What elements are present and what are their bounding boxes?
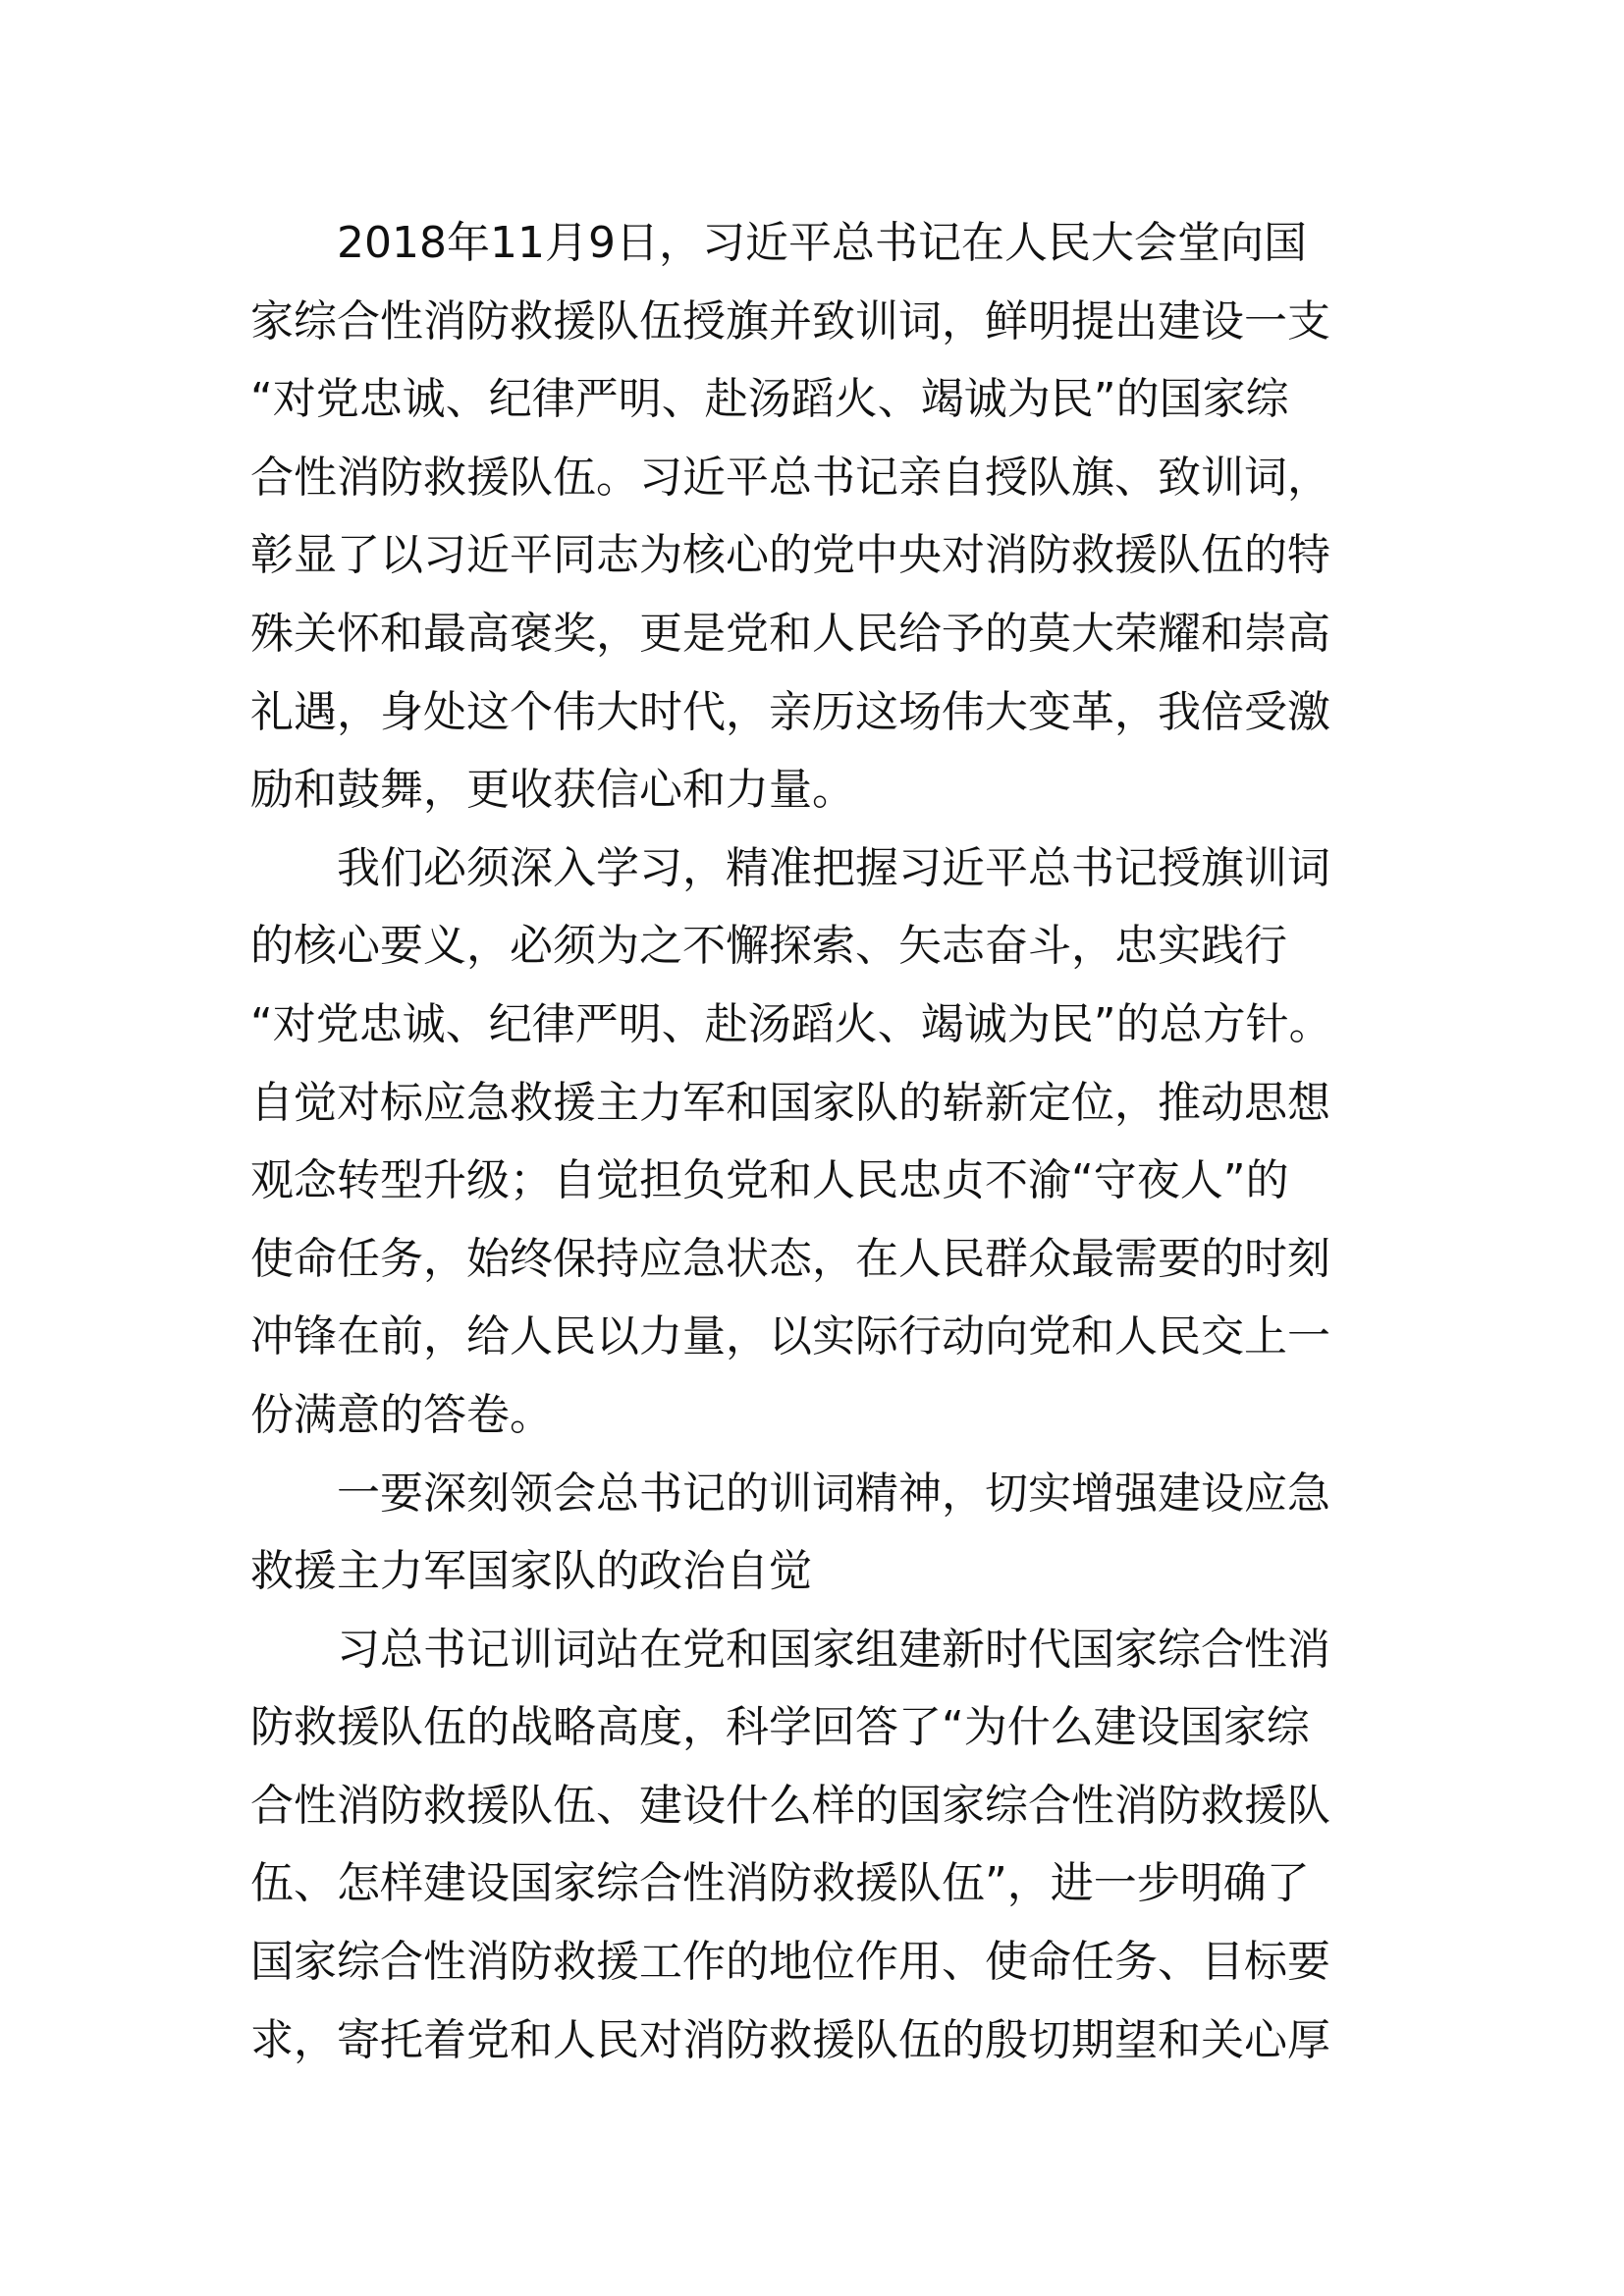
text-line: 冲锋在前，给人民以力量，以实际行动向党和人民交上一 (250, 1311, 1330, 1362)
document-body (250, 204, 1380, 2079)
text-line: 救援主力军国家队的政治自觉 (250, 1546, 812, 1597)
text-line: 礼遇，身处这个伟大时代，亲历这场伟大变革，我倍受激 (250, 686, 1330, 737)
text-line: 一要深刻领会总书记的训词精神，切实增强建设应急 (337, 1468, 1330, 1519)
text-line: “对党忠诚、纪律严明、赴汤蹈火、竭诚为民”的国家综 (250, 374, 1289, 425)
text-line: 防救援队伍的战略高度，科学回答了“为什么建设国家综 (250, 1702, 1310, 1753)
text-line: 2018年11月9日，习近平总书记在人民大会堂向国 (337, 218, 1307, 268)
paragraph (250, 1455, 1380, 1611)
text-line: 习总书记训词站在党和国家组建新时代国家综合性消 (337, 1624, 1330, 1675)
text-line: 合性消防救援队伍、建设什么样的国家综合性消防救援队 (250, 1780, 1330, 1831)
text-line: 国家综合性消防救援工作的地位作用、使命任务、目标要 (250, 1937, 1330, 1988)
text-line: 励和鼓舞，更收获信心和力量。 (250, 765, 855, 816)
text-line: 求，寄托着党和人民对消防救援队伍的殷切期望和关心厚 (250, 2014, 1330, 2065)
text-line: “对党忠诚、纪律严明、赴汤蹈火、竭诚为民”的总方针。 (250, 998, 1332, 1049)
text-line: 彰显了以习近平同志为核心的党中央对消防救援队伍的特 (250, 530, 1330, 581)
text-line: 自觉对标应急救援主力军和国家队的崭新定位，推动思想 (250, 1077, 1330, 1128)
text-line: 家综合性消防救援队伍授旗并致训词，鲜明提出建设一支 (250, 295, 1330, 347)
text-line: 合性消防救援队伍。习近平总书记亲自授队旗、致训词， (250, 452, 1330, 503)
paragraph (250, 1611, 1380, 2080)
text-line: 使命任务，始终保持应急状态，在人民群众最需要的时刻 (250, 1233, 1330, 1284)
text-line: 的核心要义，必须为之不懈探索、矢志奋斗，忠实践行 (250, 921, 1287, 972)
text-line: 观念转型升级；自觉担负党和人民忠贞不渝“守夜人”的 (250, 1155, 1289, 1206)
text-line: 伍、怎样建设国家综合性消防救援队伍”，进一步明确了 (250, 1858, 1310, 1909)
paragraph (250, 204, 1380, 829)
text-line: 份满意的答卷。 (250, 1389, 553, 1440)
text-line: 殊关怀和最高褒奖，更是党和人民给予的莫大荣耀和崇高 (250, 608, 1330, 659)
paragraph (250, 829, 1380, 1455)
text-line: 我们必须深入学习，精准把握习近平总书记授旗训词 (337, 842, 1330, 893)
